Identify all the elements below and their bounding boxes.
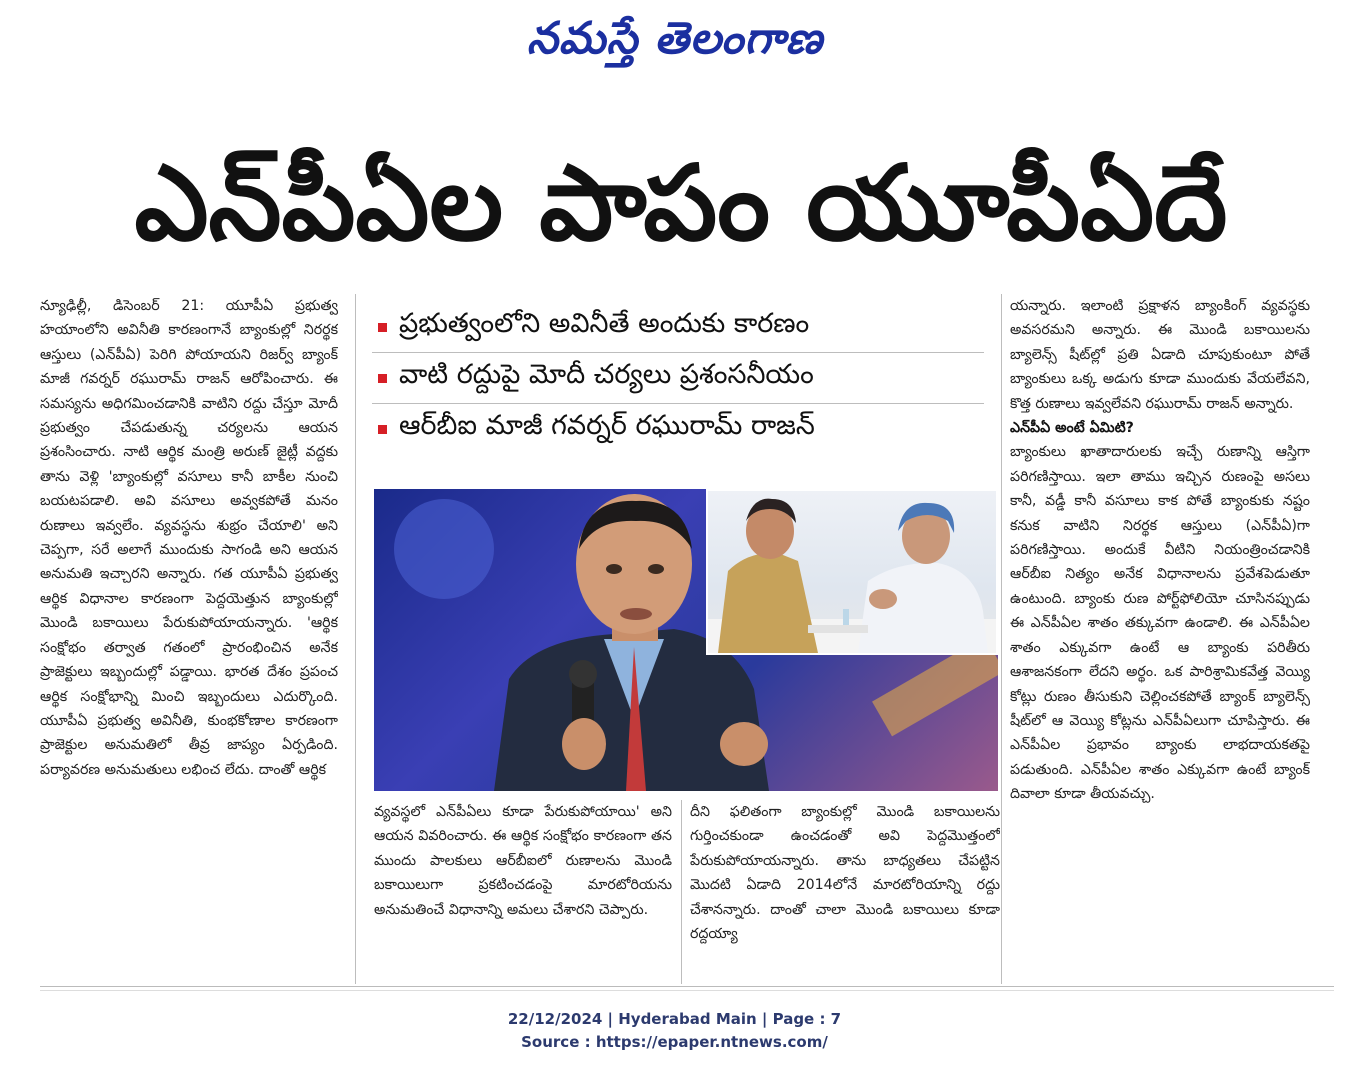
red-square-bullet-icon (378, 323, 387, 332)
bullet-item (372, 302, 984, 353)
article-column-3 (690, 800, 1000, 980)
column-4-text-b: బ్యాంకులు ఖాతాదారులకు ఇచ్చే రుణాన్ని ఆస్తిగా పరిగణిస్తాయి. ఇలా తాము ఇచ్చిన రుణంపై అసలు కానీ, వడ్డీ కానీ వసూలు కాక పోతే బ్యాంకుకు నష్టం కనుక వాటిని నిరర్థక ఆస్తులు (ఎన్‌పీఏ)గా పరిగణిస్తాయి. అందుకే వీటిని నియంత్రించడానికి ఆర్‌బీఐ నిత్యం అనేక విధానాలను ప్రవేశపెడుతూ ఉంటుంది. బ్యాంకు రుణ పోర్ట్‌ఫోలియో చూసినప్పుడు ఈ ఎన్‌పీఏల శాతం తక్కువగా ఉండాలి. ఈ ఎన్‌పీఏల శాతం ఎక్కువగా ఉంటే ఆ బ్యాంకు పరితీరు ఆశాజనకంగా లేదని అర్థం. ఒక పారిశ్రామికవేత్త వెయ్యి కోట్లు రుణం తీసుకుని చెల్లించకపోతే బ్యాంక్ బ్యాలెన్స్ షీట్‌లో ఆ వెయ్యి కోట్లను ఎన్‌పీఏలుగా చూపిస్తారు. ఈ ఎన్‌పీఏల ప్రభావం బ్యాంకు లాభదాయకతపై పడుతుంది. ఎన్‌పీఏల శాతం ఎక్కువగా ఉంటే బ్యాంక్ దివాలా కూడా తీయవచ్చు. (1010, 444, 1310, 803)
bullet-item (372, 404, 984, 454)
article-column-1 (40, 294, 338, 980)
red-square-bullet-icon (378, 425, 387, 434)
article-column-4 (1010, 294, 1310, 980)
npa-subheading: ఎన్‌పీఏ అంటే ఏమిటి? (1010, 420, 1134, 437)
edition-info: 22/12/2024 | Hyderabad Main | Page : 7 (507, 1010, 842, 1028)
column-3-text: దీని ఫలితంగా బ్యాంకుల్లో మొండి బకాయిలను గుర్తించకుండా ఉంచడంతో అవి పెద్దమొత్తంలో పేరుకుపోయాయన్నారు. తాను బాధ్యతలు చేపట్టిన మొదటి ఏడాది 2014లోనే మారటోరియాన్ని రద్దు చేశానన్నారు. దాంతో చాలా మొండి బకాయిలు కూడా రద్దయ్యా (690, 804, 1000, 943)
inset-illustration (708, 491, 996, 653)
highlight-bullets (372, 302, 984, 454)
column-divider (1001, 294, 1002, 984)
newspaper-masthead: నమస్తే తెలంగాణ (526, 13, 824, 64)
column-1-text: న్యూఢిల్లీ, డిసెంబర్ 21: యూపీఏ ప్రభుత్వ హయాంలోని అవినీతి కారణంగానే బ్యాంకుల్లో నిరర్థక ఆస్తులు (ఎన్‌పీఏ) పెరిగి పోయాయని రిజర్వ్ బ్యాంక్ మాజీ గవర్నర్ రఘురామ్ రాజన్ ఆరోపించారు. ఈ సమస్యను అధిగమించడానికి వాటిని రద్దు చేస్తూ మోదీ ప్రభుత్వం చేపడుతున్న చర్యలను ఆయన ప్రశంసించారు. నాటి ఆర్థిక మంత్రి అరుణ్ జైట్లీ వద్దకు తాను వెళ్లి 'బ్యాంకుల్లో వసూలు కానీ బాకీల నుంచి బయటపడాలి. అవి వసూలు అవ్వకపోతే మనం రుణాలు ఇవ్వలేం. వ్యవస్థను శుభ్రం చేయాలి' అని చెప్పగా, సరే అలాగే ముందుకు సాగండి అని ఆయన అనుమతి ఇచ్చారని అన్నారు. గత యూపీఏ ప్రభుత్వ ఆర్థిక విధానాల కారణంగా పెద్దయెత్తున బ్యాంకుల్లో మొండి బకాయిలు పేరుకుపోయాయన్నారు. 'ఆర్థిక సంక్షోభం తర్వాత గతంలో ప్రారంభించిన అనేక ప్రాజెక్టులు ఇబ్బందుల్లో పడ్డాయి. భారత దేశం ప్రపంచ ఆర్థిక సంక్షోభాన్ని మించి ఇబ్బందులు ఎదుర్కొంది. యూపీఏ ప్రభుత్వ అవినీతి, కుంభకోణాల కారణంగా ప్రాజెక్టుల అనుమతిలో తీవ్ర జాప్యం ఏర్పడింది. పర్యావరణ అనుమతులు లభించ లేదు. దాంతో ఆర్థిక (40, 298, 338, 778)
bullet-text: ఆర్‌బీఐ మాజీ గవర్నర్ రఘురామ్ రాజన్ (399, 410, 815, 441)
column-divider (355, 294, 356, 984)
bullet-item (372, 353, 984, 404)
source-link[interactable]: Source : https://epaper.ntnews.com/ (521, 1033, 828, 1051)
bullet-text: ప్రభుత్వంలోని అవినీతే అందుకు కారణం (399, 308, 810, 339)
article-headline: ఎన్‌పీఏల పాపం యూపీఏదే (134, 142, 1228, 264)
bullet-text: వాటి రద్దుపై మోదీ చర్యలు ప్రశంసనీయం (399, 359, 814, 390)
footer-divider (40, 986, 1334, 991)
red-square-bullet-icon (378, 374, 387, 383)
inset-photo (706, 489, 998, 655)
column-2-text: వ్యవస్థలో ఎన్‌పీఏలు కూడా పేరుకుపోయాయి' అని ఆయన వివరించారు. ఈ ఆర్థిక సంక్షోభం కారణంగా తన ముందు పాలకులు ఆర్‌బీఐలో రుణాలను మొండి బకాయిలుగా ప్రకటించడంపై మారటోరియను అనుమతించే విధానాన్ని అమలు చేశారని చెప్పారు. (374, 804, 672, 918)
column-4-text-a: యన్నారు. ఇలాంటి ప్రక్షాళన బ్యాంకింగ్ వ్యవస్థకు అవసరమని అన్నారు. ఈ మొండి బకాయిలను బ్యాలెన్స్ షీట్‌ల్లో ప్రతి ఏడాది చూపుకుంటూ పోతే బ్యాంకులు ఒక్క అడుగు కూడా ముందుకు వేయలేవని, కొత్త రుణాలు ఇవ్వలేవని రఘురామ్ రాజన్ అన్నారు. (1010, 298, 1310, 412)
article-column-2 (374, 800, 672, 980)
column-divider (681, 800, 682, 984)
